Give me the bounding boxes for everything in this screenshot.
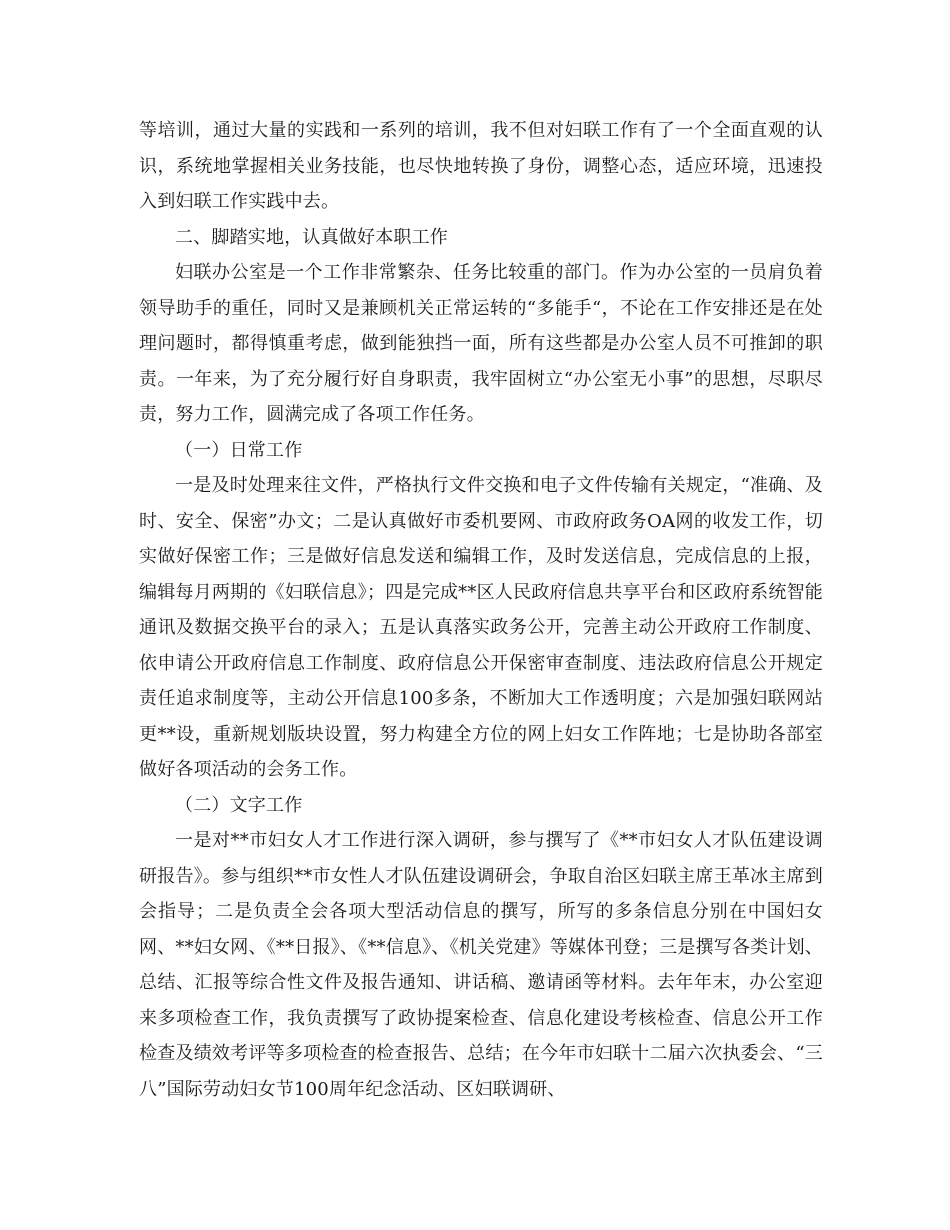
- section-heading-2: 二、脚踏实地，认真做好本职工作: [175, 226, 448, 248]
- paragraph-intro-continuation: 等培训，通过大量的实践和一系列的培训，我不但对妇联工作有了一个全面直观的认识，系统地掌握相关业务技能，也尽快地转换了身份，调整心态，适应环境，迅速投入到妇联工作实践中去。: [139, 120, 823, 212]
- paragraph-office-duties: 妇联办公室是一个工作非常繁杂、任务比较重的部门。作为办公室的一员肩负着领导助手的重任，同时又是兼顾机关正常运转的“多能手“，不论在工作安排还是在处理问题时，都得慎重考虑，做到能独挡一面，所有这些都是办公室人员不可推卸的职责。一年来，为了充分履行好自身职责，我牢固树立“办公室无小事”的思想，尽职尽责，努力工作，圆满完成了各项工作任务。: [139, 262, 823, 425]
- paragraph-writing-work: 一是对**市妇女人才工作进行深入调研，参与撰写了《**市妇女人才队伍建设调研报告》。参与组织**市女性人才队伍建设调研会，争取自治区妇联主席王革冰主席到会指导；二是负责全会各项大型活动信息的撰写，所写的多条信息分别在中国妇女网、**妇女网、《**日报》、《**信息》、《机关党建》等媒体刊登；三是撰写各类计划、总结、汇报等综合性文件及报告通知、讲话稿、邀请函等材料。去年年末，办公室迎来多项检查工作，我负责撰写了政协提案检查、信息化建设考核检查、信息公开工作检查及绩效考评等多项检查的检查报告、总结；在今年市妇联十二届六次执委会、“三八”国际劳动妇女节100周年纪念活动、区妇联调研、: [139, 830, 823, 1100]
- document-body: [139, 113, 823, 1107]
- subsection-heading-writing-work: （二）文字工作: [175, 794, 303, 816]
- paragraph-daily-work: 一是及时处理来往文件，严格执行文件交换和电子文件传输有关规定，“准确、及时、安全、保密”办文；二是认真做好市委机要网、市政府政务OA网的收发工作，切实做好保密工作；三是做好信息发送和编辑工作，及时发送信息，完成信息的上报，编辑每月两期的《妇联信息》；四是完成**区人民政府信息共享平台和区政府系统智能通讯及数据交换平台的录入；五是认真落实政务公开，完善主动公开政府工作制度、依申请公开政府信息工作制度、政府信息公开保密审查制度、违法政府信息公开规定责任追求制度等，主动公开信息100多条，不断加大工作透明度；六是加强妇联网站更**设，重新规划版块设置，努力构建全方位的网上妇女工作阵地；七是协助各部室做好各项活动的会务工作。: [139, 475, 823, 780]
- subsection-heading-daily-work: （一）日常工作: [175, 439, 303, 461]
